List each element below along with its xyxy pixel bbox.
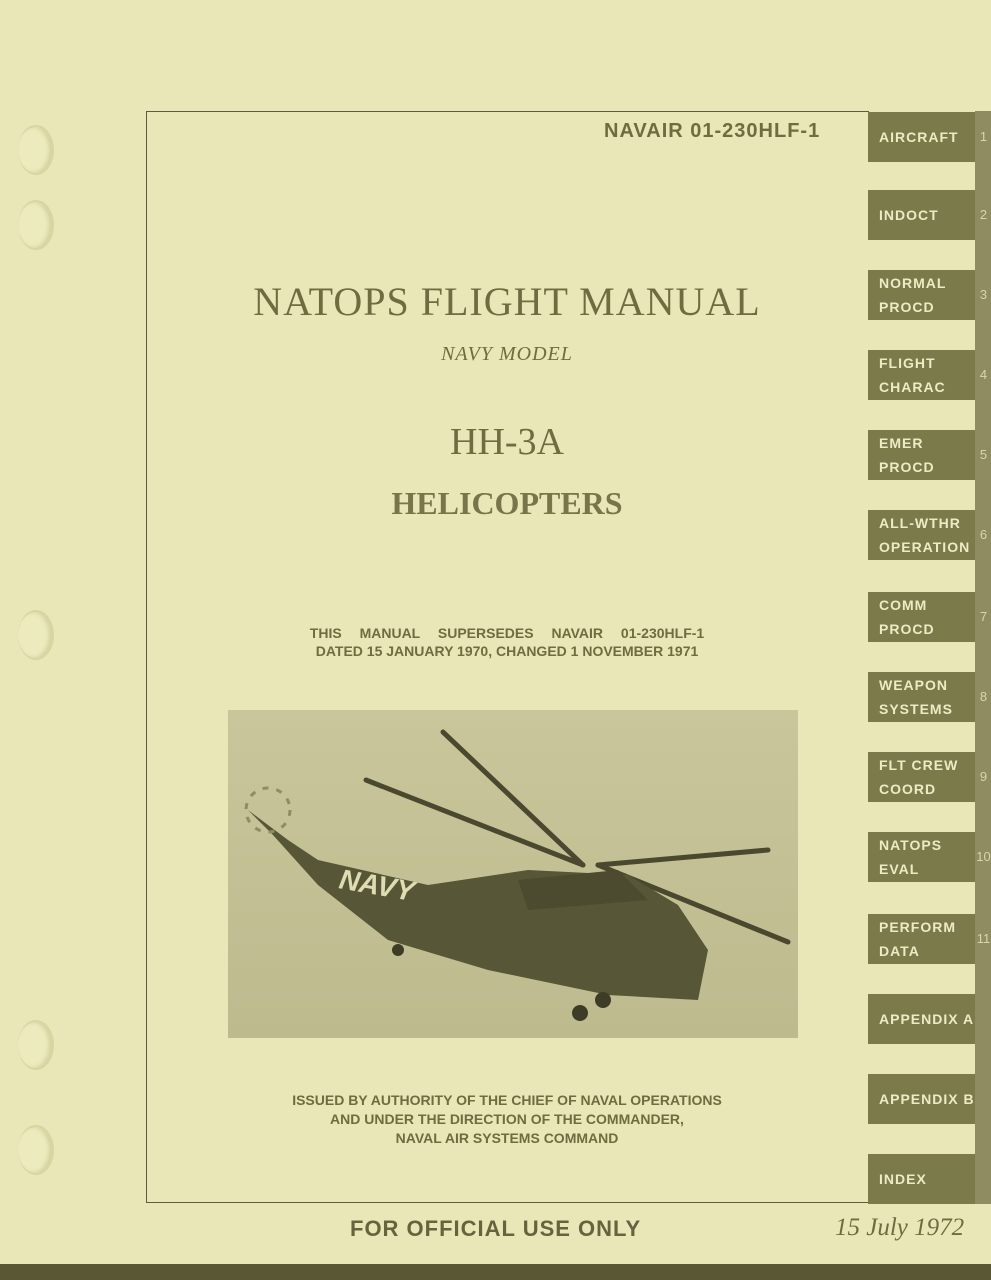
section-tab[interactable] <box>868 752 975 802</box>
manual-subtitle: NAVY MODEL <box>441 343 573 365</box>
binder-hole <box>18 200 54 250</box>
tab-label: SYSTEMS <box>879 701 953 717</box>
binder-hole <box>18 1020 54 1070</box>
tab-edge-strip <box>975 111 991 1204</box>
tab-number: 2 <box>979 207 988 222</box>
section-tab[interactable] <box>868 350 975 400</box>
aircraft-model: HH-3A <box>450 421 564 463</box>
supersedes-line: DATED 15 JANUARY 1970, CHANGED 1 NOVEMBER 1971 <box>315 643 699 659</box>
tab-label: PROCD <box>879 621 935 637</box>
section-tab[interactable] <box>868 270 975 320</box>
section-tab[interactable] <box>868 510 975 560</box>
tab-number: 5 <box>979 447 988 462</box>
tab-number: 1 <box>979 129 988 144</box>
issuing-authority <box>146 1091 868 1148</box>
binder-hole <box>18 125 54 175</box>
issued-line: NAVAL AIR SYSTEMS COMMAND <box>395 1130 619 1146</box>
section-tab[interactable] <box>868 1074 975 1124</box>
tab-label: PROCD <box>879 299 935 315</box>
tab-number: 11 <box>976 931 991 946</box>
helicopter-photo <box>228 710 798 1038</box>
tab-label: APPENDIX A <box>879 1011 975 1027</box>
binder-hole <box>18 1125 54 1175</box>
section-tab[interactable] <box>868 832 975 882</box>
issue-date: 15 July 1972 <box>835 1214 965 1241</box>
tab-label: FLIGHT <box>879 355 936 371</box>
fuselage-text: NAVY <box>336 863 417 908</box>
issued-line: ISSUED BY AUTHORITY OF THE CHIEF OF NAVAL OPERATIONS <box>292 1092 722 1108</box>
section-tab[interactable] <box>868 112 975 162</box>
tab-label: INDEX <box>879 1171 927 1187</box>
tab-label: NORMAL <box>879 275 947 291</box>
tab-label: FLT CREW <box>879 757 959 773</box>
section-tab[interactable] <box>868 190 975 240</box>
tab-label: INDOCT <box>879 207 939 223</box>
section-tab[interactable] <box>868 914 975 964</box>
tab-label: ALL-WTHR <box>879 515 961 531</box>
tab-label: EVAL <box>879 861 920 877</box>
tab-number: 4 <box>979 367 988 382</box>
tab-label: COMM <box>879 597 928 613</box>
tab-label: CHARAC <box>879 379 946 395</box>
tab-label: PERFORM <box>879 919 956 935</box>
supersedes-line: THIS MANUAL SUPERSEDES NAVAIR 01-230HLF-1 <box>309 625 705 641</box>
tab-number: 3 <box>979 287 988 302</box>
tab-label: APPENDIX B <box>879 1091 975 1107</box>
tab-label: NATOPS <box>879 837 943 853</box>
document-code: NAVAIR 01-230HLF-1 <box>604 120 821 142</box>
section-tab[interactable] <box>868 672 975 722</box>
tab-label: AIRCRAFT <box>879 129 959 145</box>
binder-hole <box>18 610 54 660</box>
bottom-edge <box>0 1264 991 1280</box>
tab-label: WEAPON <box>879 677 948 693</box>
section-tab[interactable] <box>868 592 975 642</box>
tab-label: COORD <box>879 781 937 797</box>
tab-number: 7 <box>979 609 988 624</box>
manual-title: NATOPS FLIGHT MANUAL <box>253 279 761 324</box>
section-tab[interactable] <box>868 994 975 1044</box>
tab-label: OPERATION <box>879 539 971 555</box>
section-tab[interactable] <box>868 1154 975 1204</box>
tab-label: EMER <box>879 435 924 451</box>
issued-line: AND UNDER THE DIRECTION OF THE COMMANDER, <box>330 1111 684 1127</box>
tab-label: DATA <box>879 943 920 959</box>
tab-number: 8 <box>979 689 988 704</box>
aircraft-type: HELICOPTERS <box>391 485 623 521</box>
official-use-notice: FOR OFFICIAL USE ONLY <box>350 1216 642 1241</box>
supersedes-notice <box>146 624 868 660</box>
tab-number: 6 <box>979 527 988 542</box>
tab-number: 10 <box>976 849 991 864</box>
section-tab[interactable] <box>868 430 975 480</box>
tab-label: PROCD <box>879 459 935 475</box>
tab-number: 9 <box>979 769 988 784</box>
